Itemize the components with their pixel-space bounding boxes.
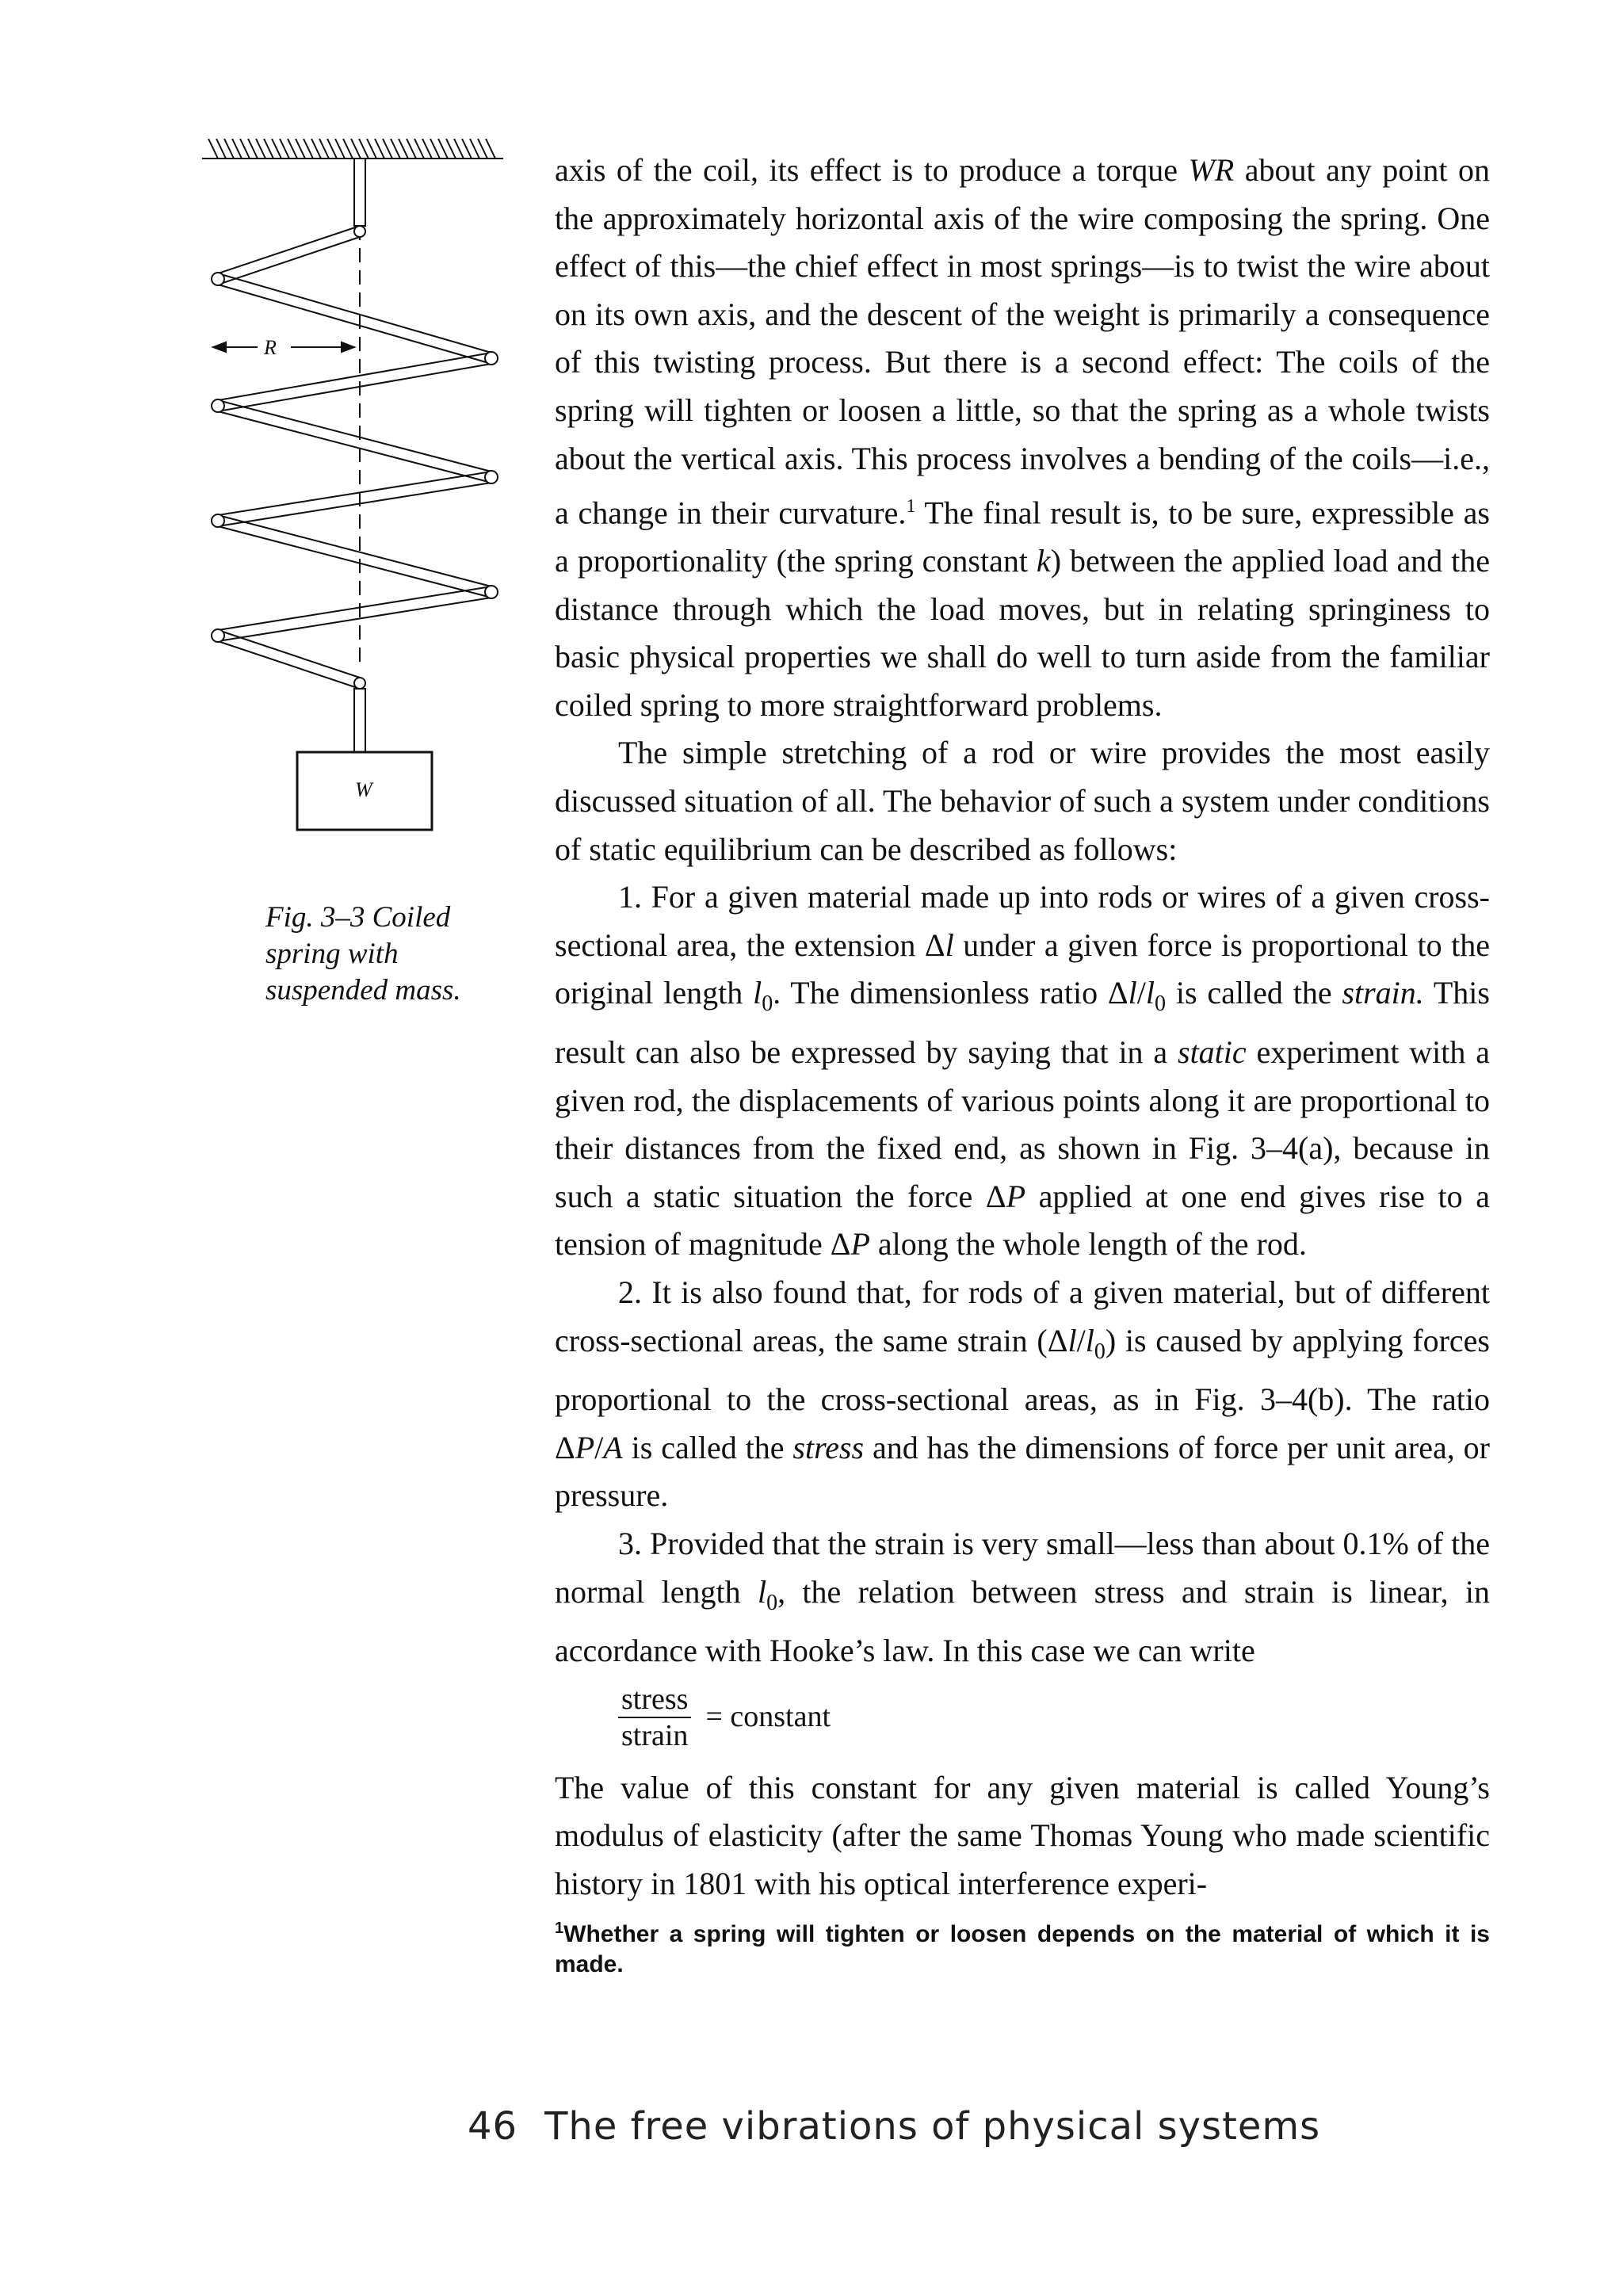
paragraph-1: axis of the coil, its effect is to produce a torque WR about any point on the approximately horizontal axis of the wire composing the spring. One effect of this—the chief effect in most springs—is to twist the wire about on its own axis, and the descent of the weight is primarily a consequence of this twisting process. But there is a second effect: The coils of the spring will tighten or loosen a little, so that the spring as a whole twists about the vertical axis. This process involves a bending of the coils—i.e., a change in their curvature.$^1$ The final result is, to be sure, expressible as a proportionality (the spring constant k) between the applied load and the distance through which the load moves, but in relating springiness to basic physical properties we shall do well to turn aside from the familiar coiled spring to more straightforward problems. — [555, 152, 1491, 723]
paragraph-3: The value of this constant for any given material is called Young’s modulus of elasticity (after the same Thomas Young who made scientific history in 1801 with his optical interference experi- — [555, 1769, 1490, 1901]
list-item-3: 3. Provided that the strain is very small—less than about 0.1% of the normal length $l_0$, the relation between stress and strain is linear, in accordance with Hooke’s law. In this case we can write — [555, 1525, 1491, 1669]
page-footer — [468, 2104, 1320, 2149]
footnote-text: Whether a spring will tighten or loosen depends on the material of which it is made. — [555, 1920, 1490, 1977]
paragraph-2: The simple stretching of a rod or wire provides the most easily discussed situation of all. The behavior of such a system under conditions of static equilibrium can be described as follows: — [555, 735, 1490, 867]
equation-numerator: stress — [618, 1682, 691, 1718]
bottom-rod — [354, 689, 365, 752]
spring-coils — [212, 226, 498, 689]
ceiling-hatching — [202, 139, 503, 159]
radius-arrow — [213, 342, 354, 352]
numbered-list — [555, 873, 1490, 1675]
equation-rhs: = constant — [705, 1700, 831, 1734]
page-number: 46 — [468, 2104, 518, 2149]
radius-label: R — [264, 336, 277, 359]
equation-fraction — [618, 1682, 691, 1753]
footnote-ref: 1 — [906, 496, 916, 518]
figure-caption: Fig. 3–3 Coiled spring with suspended mass. — [265, 901, 461, 1007]
footnote-mark: 1 — [555, 1919, 564, 1937]
running-title: The free vibrations of physical systems — [544, 2104, 1321, 2149]
footnote — [555, 1913, 1490, 1980]
coiled-spring-figure — [202, 139, 535, 836]
list-item-2: 2. It is also found that, for rods of a given material, but of different cross-sectional areas, the same strain $(\Delta l/l_0)$ is caused by applying forces proportional to the cross-sectional areas, as in Fig. 3–4(b). The ratio ΔP/A is called the stress and has the dimensions of force per unit area, or pressure. — [555, 1274, 1490, 1514]
body-text — [555, 147, 1490, 1980]
top-rod — [354, 159, 365, 226]
equation — [618, 1682, 1490, 1753]
list-item-1: 1. For a given material made up into rods or wires of a given cross-sectional area, the extension Δl under a given force is proportional to the original length $l_0$. The dimensionless ratio $\Delta l/l_0$ is called the strain. This result can also be expressed by saying that in a static experiment with a given rod, the displacements of various points along it are proportional to their distances from the fixed end, as shown in Fig. 3–4(a), because in such a static situation the force ΔP applied at one end gives rise to a tension of magnitude ΔP along the whole length of the rod. — [555, 879, 1491, 1263]
weight-label: W — [355, 778, 372, 801]
equation-denominator: strain — [621, 1718, 689, 1752]
